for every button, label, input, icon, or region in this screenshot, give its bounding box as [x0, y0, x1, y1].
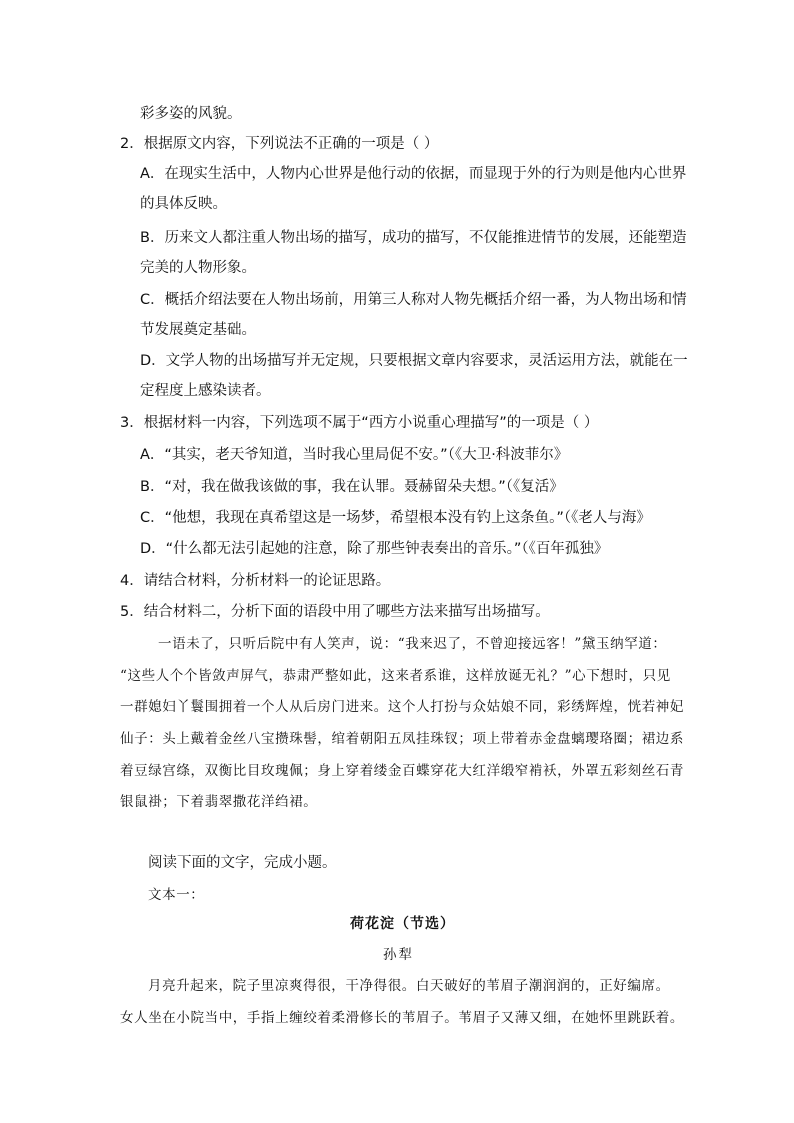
reading-instruction: 阅读下面的文字，完成小题。 [148, 855, 337, 871]
q2-option-a-line-2: 的具体反映。 [140, 196, 227, 212]
q3-option-c: C．“他想，我现在真希望这是一场梦，希望根本没有钓上这条鱼。”（《老人与海》 [140, 510, 651, 526]
text-one-label: 文本一： [148, 887, 205, 903]
question-5-stem: 5．结合材料二，分析下面的语段中用了哪些方法来描写出场描写。 [120, 604, 550, 620]
question-3-stem: 3．根据材料一内容，下列选项不属于“西方小说重心理描写”的一项是（ ） [120, 415, 599, 431]
q2-option-c-line-1: C．概括介绍法要在人物出场前，用第三人称对人物先概括介绍一番，为人物出场和情 [140, 292, 687, 308]
passage-line-2: “这些人个个皆敛声屏气，恭肃严整如此，这来者系谁，这样放诞无礼？”心下想时，只见 [120, 668, 671, 684]
passage-line-6: 银鼠褂；下着翡翠撒花洋绉裙。 [120, 794, 318, 810]
q2-option-b-line-2: 完美的人物形象。 [140, 260, 256, 276]
q3-option-d: D．“什么都无法引起她的注意，除了那些钟表奏出的音乐。”（《百年孤独》 [140, 541, 609, 557]
q2-option-d-line-2: 定程度上感染读者。 [140, 383, 271, 399]
question-2-stem: 2．根据原文内容，下列说法不正确的一项是（ ） [120, 136, 439, 152]
q3-option-b: B．“对，我在做我该做的事，我在认罪。聂赫留朵夫想。”（《复活》 [140, 479, 564, 495]
passage-line-4: 仙子：头上戴着金丝八宝攒珠髻，绾着朝阳五凤挂珠钗；项上带着赤金盘螭璎珞圈；裙边系 [120, 731, 684, 747]
continuation-line: 彩多姿的风貌。 [140, 106, 242, 122]
passage-line-1: 一语未了，只听后院中有人笑声，说：“我来迟了，不曾迎接远客！”黛玉纳罕道： [158, 636, 667, 652]
article-paragraph-line-1: 月亮升起来，院子里凉爽得很，干净得很。白天破好的苇眉子潮润润的，正好编席。 [148, 978, 670, 994]
q3-option-a: A．“其实，老天爷知道，当时我心里局促不安。”（《大卫·科波菲尔》 [140, 447, 569, 463]
q2-option-a-line-1: A．在现实生活中，人物内心世界是他行动的依据，而显现于外的行为则是他内心世界 [140, 166, 687, 182]
q2-option-c-line-2: 节发展奠定基础。 [140, 322, 256, 338]
article-author: 孙犁 [383, 947, 414, 963]
article-paragraph-line-2: 女人坐在小院当中，手指上缠绞着柔滑修长的苇眉子。苇眉子又薄又细，在她怀里跳跃着。 [120, 1010, 684, 1026]
passage-line-3: 一群媳妇丫鬟围拥着一个人从后房门进来。这个人打扮与众姑娘不同，彩绣辉煌，恍若神妃 [120, 699, 684, 715]
q2-option-d-line-1: D．文学人物的出场描写并无定规，只要根据文章内容要求，灵活运用方法，就能在一 [140, 353, 688, 369]
passage-line-5: 着豆绿宫绦，双衡比目玫瑰佩；身上穿着缕金百蝶穿花大红洋缎窄褃袄，外罩五彩刻丝石青 [120, 763, 684, 779]
q2-option-b-line-1: B．历来文人都注重人物出场的描写，成功的描写，不仅能推进情节的发展，还能塑造 [140, 230, 687, 246]
article-title: 荷花淀（节选） [350, 916, 455, 932]
question-4-stem: 4．请结合材料，分析材料一的论证思路。 [120, 573, 391, 589]
